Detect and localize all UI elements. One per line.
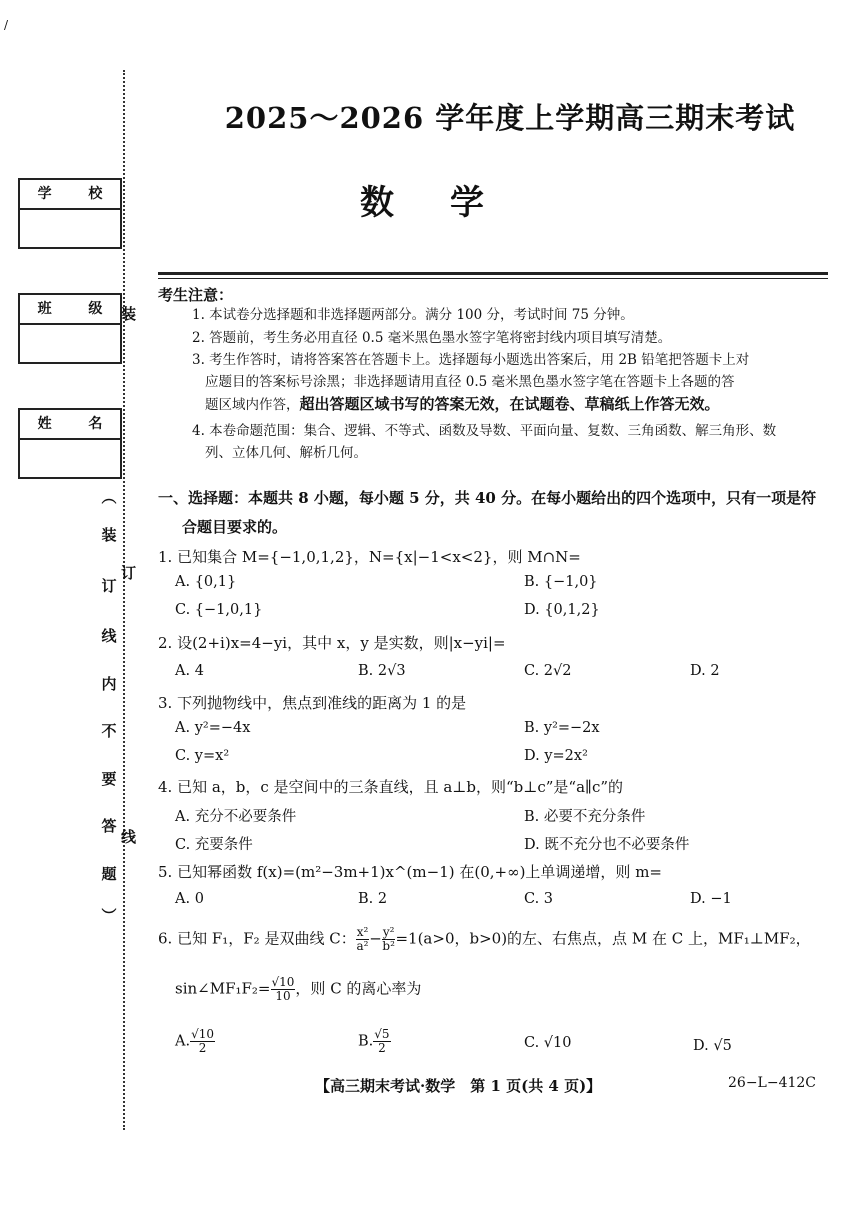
warning-char: 要 <box>101 770 117 788</box>
warning-char: 装 <box>101 526 117 544</box>
q3-stem: 3. 下列抛物线中，焦点到准线的距离为 1 的是 <box>158 694 467 712</box>
q6-option-b-frac <box>373 1028 390 1055</box>
warning-char: 题 <box>101 865 117 883</box>
q6-option-b-num: √5 <box>374 1027 390 1041</box>
notice-title: 考生注意： <box>158 286 234 304</box>
school-box <box>18 178 122 249</box>
notice-item-3-line1: 3. 考生作答时，请将答案答在答题卡上。选择题每小题选出答案后，用 2B 铅笔把答题卡上对 <box>192 352 750 368</box>
warning-char: ︵ <box>101 488 117 506</box>
q4-stem: 4. 已知 a，b，c 是空间中的三条直线，且 a⊥b，则“b⊥c”是“a∥c”的 <box>158 778 624 796</box>
q5-option-a: A. 0 <box>175 891 204 907</box>
class-field[interactable] <box>20 325 120 362</box>
q6-option-b-prefix: B. <box>358 1033 374 1050</box>
binding-char-zhuang: 装 <box>121 305 137 323</box>
notice-item-4-line1: 4. 本卷命题范围：集合、逻辑、不等式、函数及导数、平面向量、复数、三角函数、解三角形、数 <box>192 423 777 439</box>
q6-frac-y-den: b² <box>382 939 395 953</box>
q5-option-c: C. 3 <box>524 891 554 907</box>
q6-stem <box>158 926 811 953</box>
binding-char-xian: 线 <box>121 828 137 846</box>
notice-item-4-line2: 列、立体几何、解析几何。 <box>205 445 367 461</box>
q2-stem: 2. 设(2+i)x=4−yi，其中 x，y 是实数，则|x−yi|= <box>158 634 506 652</box>
school-field[interactable] <box>20 210 120 247</box>
q6-sin-frac-num: √10 <box>271 975 295 989</box>
name-label: 姓 名 <box>20 410 120 440</box>
class-box <box>18 293 122 364</box>
binding-dotted-line <box>123 70 125 1130</box>
q1-option-d: D. {0,1,2} <box>524 602 600 618</box>
notice-item-2: 2. 答题前，考生务必用直径 0.5 毫米黑色墨水签字笔将密封线内项目填写清楚。 <box>192 330 672 346</box>
q4-option-a: A. 充分不必要条件 <box>175 809 297 825</box>
q6-stem-post: =1(a>0，b>0)的左、右焦点，点 M 在 C 上，MF₁⊥MF₂， <box>395 929 811 948</box>
q6-line2-post: ，则 C 的离心率为 <box>295 979 422 998</box>
header-rule-thick <box>158 272 828 275</box>
notice-item-3-line3 <box>205 393 720 416</box>
section-heading-cont: 合题目要求的。 <box>182 518 288 536</box>
notice-item-3-line2: 应题目的答案标号涂黑；非选择题请用直径 0.5 毫米黑色墨水签字笔在答题卡上各题的答 <box>205 374 735 390</box>
q3-option-b: B. y²=−2x <box>524 720 600 736</box>
q5-stem: 5. 已知幂函数 f(x)=(m²−3m+1)x^(m−1) 在(0,+∞)上单调递增，则 m= <box>158 863 662 881</box>
q6-sin-frac <box>271 976 296 1003</box>
q6-option-a-num: √10 <box>191 1027 215 1041</box>
warning-char: ︶ <box>101 907 117 925</box>
q6-frac-x <box>356 926 370 953</box>
school-label: 学 校 <box>20 180 120 210</box>
warning-char: 订 <box>101 577 117 595</box>
warning-char: 线 <box>101 627 117 645</box>
q5-option-b: B. 2 <box>358 891 388 907</box>
q1-stem: 1. 已知集合 M={−1,0,1,2}，N={x|−1<x<2}，则 M∩N= <box>158 548 581 566</box>
binding-char-ding: 订 <box>121 564 137 582</box>
q6-frac-x-num: x² <box>356 925 369 939</box>
q2-option-a: A. 4 <box>175 663 204 679</box>
q6-minus: − <box>369 929 382 948</box>
q4-option-d: D. 既不充分也不必要条件 <box>524 837 690 853</box>
warning-char: 答 <box>101 817 117 835</box>
subject-title: 数学 <box>360 183 540 223</box>
q6-option-d: D. √5 <box>693 1038 732 1054</box>
q3-option-c: C. y=x² <box>175 748 230 764</box>
exam-code: 26−L−412C <box>728 1075 817 1091</box>
exam-title: 2025～2026 学年度上学期高三期末考试 <box>224 101 796 135</box>
warning-char: 不 <box>101 722 117 740</box>
q5-option-d: D. −1 <box>690 891 732 907</box>
q3-option-a: A. y²=−4x <box>175 720 251 736</box>
notice-item-1: 1. 本试卷分选择题和非选择题两部分。满分 100 分，考试时间 75 分钟。 <box>192 307 634 323</box>
q1-option-c: C. {−1,0,1} <box>175 602 263 618</box>
q2-option-b: B. 2√3 <box>358 663 406 679</box>
section-heading: 一、选择题：本题共 8 小题，每小题 5 分，共 40 分。在每小题给出的四个选项中，只有一项是符 <box>158 489 817 507</box>
q6-stem-line2 <box>175 976 421 1003</box>
q6-option-c: C. √10 <box>524 1035 572 1051</box>
q6-option-a-den: 2 <box>198 1041 207 1055</box>
q4-option-b: B. 必要不充分条件 <box>524 809 646 825</box>
q2-option-c: C. 2√2 <box>524 663 572 679</box>
class-label: 班 级 <box>20 295 120 325</box>
name-box <box>18 408 122 479</box>
q4-option-c: C. 充要条件 <box>175 837 253 853</box>
q1-option-b: B. {−1,0} <box>524 574 598 590</box>
notice-item-3-line3a: 题区域内作答， <box>205 397 300 413</box>
q1-option-a: A. {0,1} <box>175 574 237 590</box>
q6-line2-pre: sin∠MF₁F₂= <box>175 979 271 998</box>
page-footer: 【高三期末考试·数学 第 1 页(共 4 页)】 <box>315 1077 602 1095</box>
q6-sin-frac-den: 10 <box>275 989 291 1003</box>
notice-emphasis: 超出答题区域书写的答案无效，在试题卷、草稿纸上作答无效。 <box>299 395 720 413</box>
q6-option-a-prefix: A. <box>175 1033 191 1050</box>
q6-option-a-frac <box>190 1028 215 1055</box>
q3-option-d: D. y=2x² <box>524 748 588 764</box>
q6-option-a <box>175 1028 215 1055</box>
name-field[interactable] <box>20 440 120 477</box>
q6-option-b <box>358 1028 391 1055</box>
q6-frac-y-num: y² <box>382 925 395 939</box>
scratch-mark: / <box>4 18 9 32</box>
q2-option-d: D. 2 <box>690 663 720 679</box>
warning-char: 内 <box>101 675 117 693</box>
q6-stem-pre: 6. 已知 F₁，F₂ 是双曲线 C： <box>158 929 356 948</box>
q6-frac-y <box>382 926 396 953</box>
q6-option-b-den: 2 <box>378 1041 386 1055</box>
q6-frac-x-den: a² <box>356 939 369 953</box>
header-rule-thin <box>158 278 828 279</box>
